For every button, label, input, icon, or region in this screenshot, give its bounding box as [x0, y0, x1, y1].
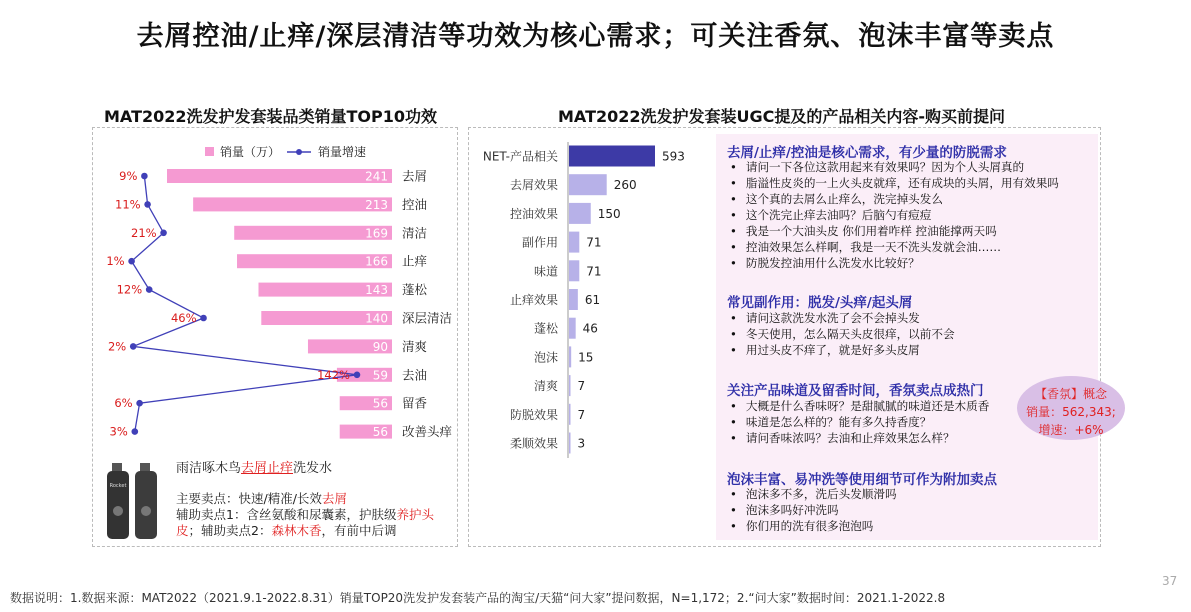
footnote: 数据说明：1.数据来源：MAT2022（2021.9.1-2022.8.31）销量TOP20洗发护发套装产品的淘宝/天猫“问大家”提问数据，N=1,172；2.“问大家”数据时间：2021.1-2022.8	[10, 591, 946, 605]
category-label: 防脱效果	[509, 407, 558, 422]
growth-label: 2%	[107, 339, 127, 354]
growth-label: 3%	[109, 424, 128, 439]
legend-line-swatch	[286, 147, 312, 157]
page-title: 去屑控油/止痒/深层清洁等功效为核心需求；可关注香氛、泡沫丰富等卖点	[136, 21, 1055, 52]
category-label: 控油效果	[509, 206, 558, 221]
sales-bar	[193, 197, 392, 211]
growth-point	[200, 315, 207, 322]
mention-bar	[569, 232, 579, 253]
product-name	[176, 457, 332, 476]
category-label: 泡沫	[533, 350, 558, 365]
product-name-pre: 雨洁啄木鸟	[176, 461, 242, 476]
insight-title-1: 去屑/止痒/控油是核心需求，有少量的防脱需求	[727, 145, 1007, 161]
category-label: 清爽	[402, 338, 428, 354]
mention-value-label: 71	[586, 235, 602, 250]
list-item: • 控油效果怎么样啊，我是一天不洗头发就会油……	[727, 239, 1059, 255]
growth-point	[144, 201, 151, 208]
category-label: NET-产品相关	[482, 149, 558, 164]
list-item: • 用过头皮不痒了，就是好多头皮屑	[727, 342, 955, 358]
sales-bar-label: 169	[365, 226, 388, 241]
list-item: • 冬天使用，怎么隔天头皮很痒，以前不会	[727, 326, 955, 342]
growth-point	[141, 173, 148, 180]
product-name-post: 洗发水	[293, 461, 333, 476]
mention-bar	[569, 289, 578, 310]
growth-point	[130, 343, 137, 350]
aux-selling-points: 辅助卖点1：含丝氨酸和尿囊素，护肤级养护头皮；辅助卖点2：森林木香，有前中后调	[176, 507, 434, 538]
category-label: 清洁	[402, 225, 428, 241]
list-item: • 防脱发控油用什么洗发水比较好？	[727, 255, 1059, 271]
left-chart-title: MAT2022洗发护发套装品类销量TOP10功效	[104, 107, 438, 126]
bottle-label: Rocket	[109, 483, 127, 489]
growth-label: 9%	[119, 169, 138, 183]
right-chart-title: MAT2022洗发护发套装UGC提及的产品相关内容-购买前提问	[558, 107, 1006, 126]
list-item: • 这个真的去屑么止痒么，洗完掉头发么	[727, 191, 1059, 207]
growth-point	[160, 230, 167, 237]
insight-title-2: 常见副作用：脱发/头痒/起头屑	[727, 295, 913, 311]
right-chart	[470, 140, 710, 460]
category-label: 深层清洁	[402, 310, 453, 326]
insight-title-3: 关注产品味道及留香时间，香氛卖点成热门	[727, 383, 984, 399]
growth-point	[354, 372, 361, 379]
category-label: 蓬松	[533, 321, 558, 336]
category-label: 改善头痒	[402, 424, 453, 440]
product-card	[100, 451, 452, 541]
product-bottles-icon	[104, 455, 166, 541]
mention-value-label: 260	[613, 178, 637, 193]
growth-label: 21%	[131, 225, 157, 240]
insight-list-1	[727, 159, 1059, 271]
insight-title-4: 泡沫丰富、易冲洗等使用细节可作为附加卖点	[727, 472, 997, 488]
category-label: 味道	[533, 264, 558, 279]
left-chart	[92, 158, 462, 448]
sales-bar-label: 140	[365, 311, 388, 326]
mention-value-label: 150	[597, 206, 621, 221]
sales-bar-label: 59	[372, 368, 388, 383]
product-name-highlight: 去屑止痒	[241, 461, 294, 476]
legend-bar-swatch	[205, 147, 214, 156]
growth-point	[136, 400, 143, 407]
list-item: • 请问香味浓吗？去油和止痒效果怎么样？	[727, 430, 989, 446]
sales-bar-label: 143	[365, 283, 388, 298]
growth-point	[128, 258, 135, 265]
category-label: 留香	[402, 395, 428, 411]
mention-bar	[569, 375, 571, 396]
category-label: 去油	[402, 367, 428, 383]
category-label: 副作用	[521, 235, 558, 250]
category-label: 止痒效果	[509, 293, 558, 307]
sales-bar	[167, 169, 392, 183]
category-label: 清爽	[533, 379, 558, 394]
list-item: • 请问这款洗发水洗了会不会掉头发	[727, 310, 955, 326]
legend-line-label: 销量增速	[318, 145, 367, 159]
mention-value-label: 3	[577, 436, 586, 451]
list-item: • 脂溢性皮炎的一上火头皮就痒，还有成块的头屑，用有效果吗	[727, 175, 1059, 191]
product-selling-points	[176, 491, 448, 539]
list-item: • 请问一下各位这款用起来有效果吗？因为个人头屑真的	[727, 159, 1059, 175]
list-item: • 我是一个大油头皮 你们用着咋样 控油能撑两天吗	[727, 223, 1059, 239]
callout-sales: 销量：562,343;	[1026, 405, 1116, 419]
mention-value-label: 15	[578, 350, 594, 365]
growth-point	[146, 286, 153, 293]
main-selling-point: 主要卖点：快速/精准/长效去屑	[176, 491, 347, 506]
category-label: 止痒	[402, 253, 428, 269]
list-item: • 这个洗完止痒去油吗？后脑勺有痘痘	[727, 207, 1059, 223]
page-number: 37	[1162, 574, 1178, 588]
mention-bar	[569, 146, 655, 167]
mention-bar	[569, 203, 591, 224]
fragrance-callout	[1017, 376, 1125, 440]
mention-value-label: 593	[662, 149, 685, 164]
list-item: • 泡沫多不多，洗后头发顺滑吗	[727, 486, 897, 502]
insight-list-3	[727, 398, 989, 446]
category-label: 蓬松	[402, 282, 428, 298]
mention-value-label: 61	[584, 293, 601, 307]
insight-list-4	[727, 486, 897, 534]
category-label: 柔顺效果	[509, 436, 558, 451]
mention-bar	[569, 346, 571, 367]
callout-title: 【香氛】概念	[1034, 387, 1107, 401]
mention-value-label: 7	[577, 407, 586, 422]
insight-list-2	[727, 310, 955, 358]
legend-bar-label: 销量（万）	[220, 145, 281, 159]
sales-bar-label: 56	[372, 396, 388, 411]
mention-bar	[569, 318, 576, 339]
list-item: • 泡沫多吗好冲洗吗	[727, 502, 897, 518]
sales-bar-label: 213	[365, 197, 388, 212]
sales-bar-label: 241	[365, 169, 388, 184]
list-item: • 你们用的洗有很多泡泡吗	[727, 518, 897, 534]
sales-bar-label: 90	[372, 339, 388, 354]
growth-label: 142%	[317, 367, 350, 382]
list-item: • 味道是怎么样的？能有多久持香度？	[727, 414, 989, 430]
mention-value-label: 71	[586, 264, 602, 279]
mention-bar	[569, 433, 571, 454]
growth-label: 1%	[106, 254, 125, 269]
sales-bar-label: 56	[372, 425, 388, 440]
mention-bar	[569, 174, 607, 195]
product-image	[104, 455, 166, 537]
category-label: 控油	[402, 196, 428, 212]
growth-line	[132, 176, 357, 432]
mention-value-label: 7	[577, 379, 586, 394]
mention-bar	[569, 404, 571, 425]
growth-label: 6%	[114, 396, 133, 411]
sales-bar-label: 166	[365, 254, 388, 269]
callout-growth: 增速：+6%	[1038, 423, 1104, 437]
mention-bar	[569, 260, 579, 281]
list-item: • 大概是什么香味呀？是甜腻腻的味道还是木质香	[727, 398, 989, 414]
category-label: 去屑效果	[509, 178, 558, 193]
growth-label: 46%	[170, 311, 197, 325]
growth-label: 11%	[115, 197, 141, 212]
growth-label: 12%	[116, 282, 143, 297]
category-label: 去屑	[402, 168, 428, 184]
growth-point	[131, 428, 138, 435]
mention-value-label: 46	[582, 321, 598, 336]
